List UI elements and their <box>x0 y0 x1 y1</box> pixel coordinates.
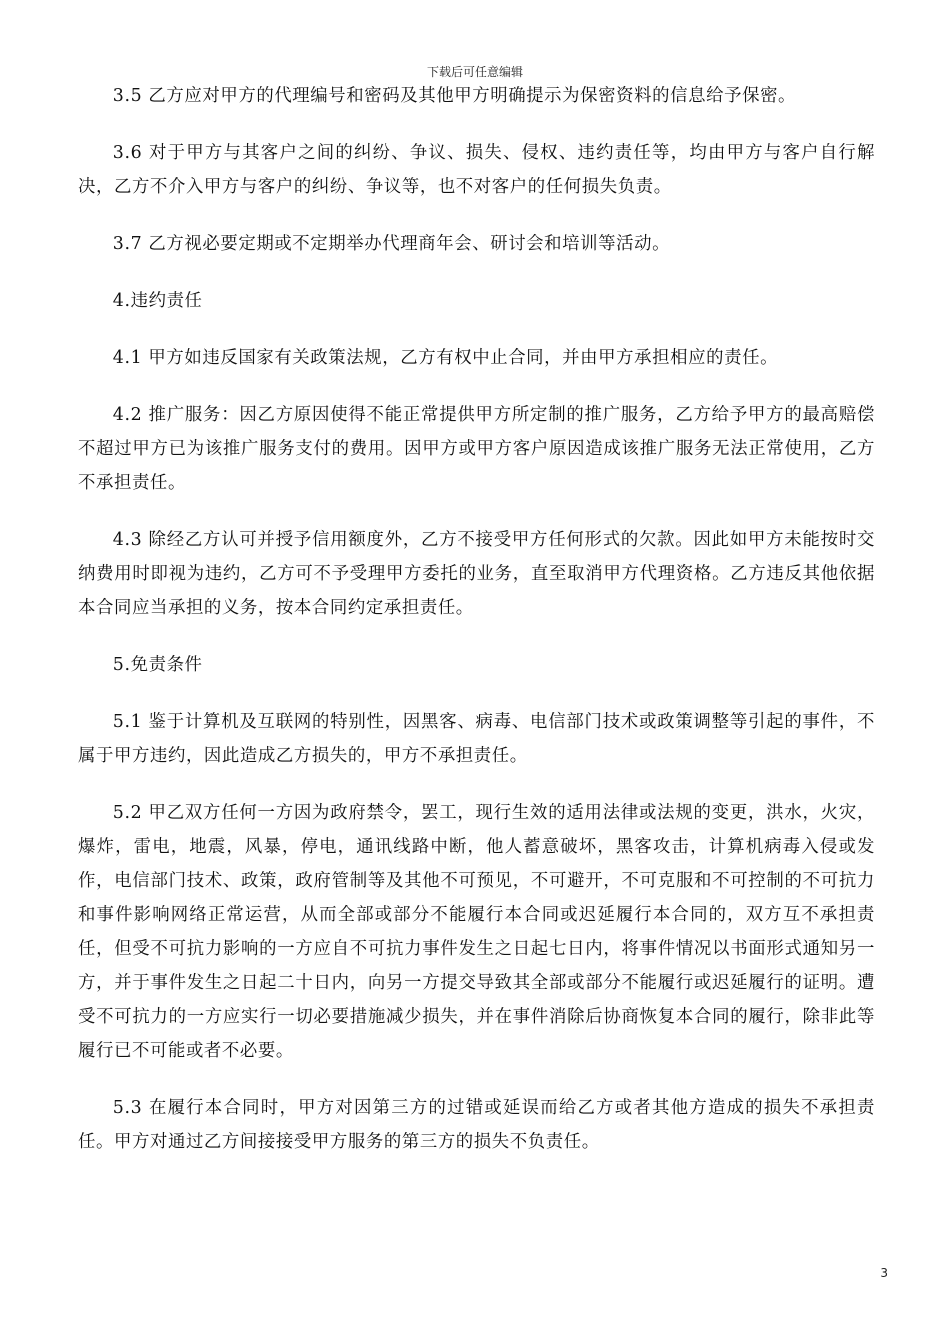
clause-3-5: 3.5 乙方应对甲方的代理编号和密码及其他甲方明确提示为保密资料的信息给予保密。 <box>112 86 797 106</box>
clause-4-2: 4.2 推广服务：因乙方原因使得不能正常提供甲方所定制的推广服务，乙方给予甲方的最高赔偿不超过甲方已为该推广服务支付的费用。因甲方或甲方客户原因造成该推广服务无法正常使用，乙方不承担责任。 <box>78 405 875 493</box>
clause-5-2: 5.2 甲乙双方任何一方因为政府禁令，罢工，现行生效的适用法律或法规的变更，洪水，火灾，爆炸，雷电，地震，风暴，停电，通讯线路中断，他人蓄意破坏，黑客攻击，计算机病毒入侵或发作，电信部门技术、政策，政府管制等及其他不可预见，不可避开，不可克服和不可控制的不可抗力和事件影响网络正常运营，从而全部或部分不能履行本合同或迟延履行本合同的，双方互不承担责任，但受不可抗力影响的一方应自不可抗力事件发生之日起七日内，将事件情况以书面形式通知另一方，并于事件发生之日起二十日内，向另一方提交导致其全部或部分不能履行或迟延履行的证明。遭受不可抗力的一方应实行一切必要措施减少损失，并在事件消除后协商恢复本合同的履行，除非此等履行已不可能或者不必要。 <box>78 803 875 1061</box>
clause-4-1: 4.1 甲方如违反国家有关政策法规，乙方有权中止合同，并由甲方承担相应的责任。 <box>112 348 779 368</box>
page-number: 3 <box>880 1266 888 1280</box>
section-heading-4: 4.违约责任 <box>112 291 203 311</box>
watermark-text: 下载后可任意编辑 <box>426 65 523 79</box>
clause-3-7: 3.7 乙方视必要定期或不定期举办代理商年会、研讨会和培训等活动。 <box>112 234 671 254</box>
clause-4-3: 4.3 除经乙方认可并授予信用额度外，乙方不接受甲方任何形式的欠款。因此如甲方未能按时交纳费用时即视为违约，乙方可不予受理甲方委托的业务，直至取消甲方代理资格。乙方违反其他依据本合同应当承担的义务，按本合同约定承担责任。 <box>78 530 875 618</box>
section-heading-5: 5.免责条件 <box>112 655 203 675</box>
clause-3-6: 3.6 对于甲方与其客户之间的纠纷、争议、损失、侵权、违约责任等，均由甲方与客户自行解决，乙方不介入甲方与客户的纠纷、争议等，也不对客户的任何损失负责。 <box>78 143 875 197</box>
document-body <box>78 79 875 1182</box>
clause-5-3: 5.3 在履行本合同时，甲方对因第三方的过错或延误而给乙方或者其他方造成的损失不承担责任。甲方对通过乙方间接接受甲方服务的第三方的损失不负责任。 <box>78 1098 875 1152</box>
clause-5-1: 5.1 鉴于计算机及互联网的特别性，因黑客、病毒、电信部门技术或政策调整等引起的事件，不属于甲方违约，因此造成乙方损失的，甲方不承担责任。 <box>78 712 875 766</box>
